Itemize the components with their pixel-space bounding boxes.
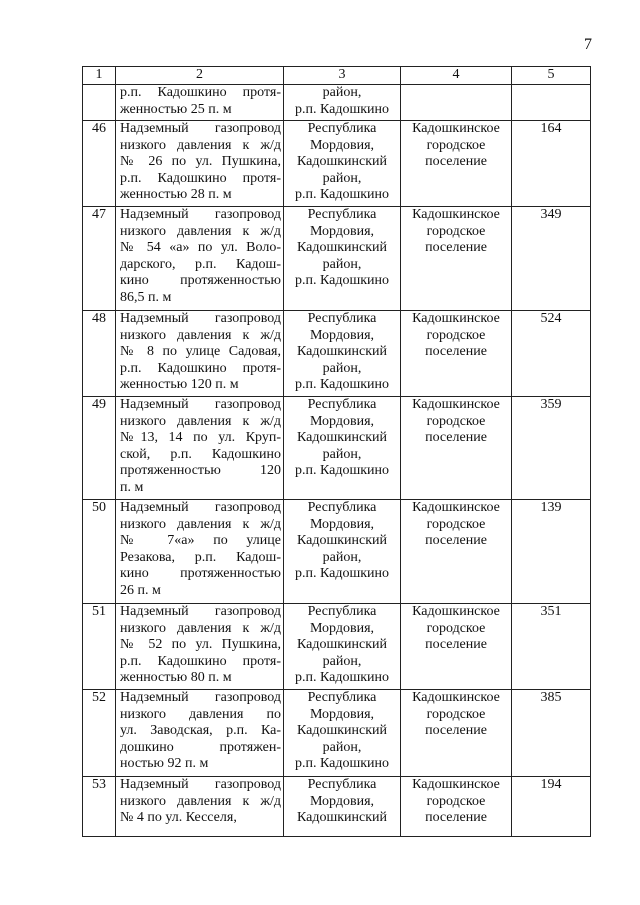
value-cell: 139 xyxy=(512,500,591,604)
text-line: Республика xyxy=(307,397,377,412)
text-line: Мордовия, xyxy=(309,706,375,722)
text-line: р.п. Кадошкино протя- xyxy=(120,653,281,669)
text-line: район, xyxy=(322,85,362,100)
header-cell: 5 xyxy=(512,67,591,85)
row-number: 47 xyxy=(83,207,116,311)
text-line: Кадошкинский xyxy=(296,723,388,738)
text-line: Кадошкинское xyxy=(412,604,500,619)
value-cell: 385 xyxy=(512,690,591,777)
text-line: район, xyxy=(322,170,362,186)
table-row xyxy=(83,121,591,207)
table-row xyxy=(83,604,591,690)
text-line: Кадошкинский xyxy=(296,430,388,445)
text-line: Мордовия, xyxy=(309,793,375,809)
table-row xyxy=(83,500,591,604)
text-line: р.п. Кадошкино xyxy=(294,756,390,771)
text-line: низкого давления к ж/д xyxy=(120,223,281,239)
text-line: поселение xyxy=(425,723,487,738)
text-line: ской, р.п. Кадошкино xyxy=(120,446,281,462)
text-line: район, xyxy=(322,446,362,462)
text-line: Надземный газопровод xyxy=(120,500,281,515)
text-line: район, xyxy=(322,653,362,669)
text-line: низкого давления к ж/д xyxy=(120,413,281,429)
header-cell: 1 xyxy=(83,67,116,85)
text-line: дошкино протяжен- xyxy=(120,739,281,755)
text-line: протяженностью 120 xyxy=(120,463,281,478)
settlement-cell xyxy=(401,604,512,690)
text-line: дарского, р.п. Кадош- xyxy=(120,256,281,272)
gas-pipeline-register-table xyxy=(82,66,591,837)
text-line: п. м xyxy=(120,479,144,495)
text-line: Кадошкинское xyxy=(412,207,500,222)
description-cell xyxy=(116,500,284,604)
text-line: низкого давления к ж/д xyxy=(120,793,281,809)
text-line: городское xyxy=(426,793,486,809)
row-number: 53 xyxy=(83,777,116,837)
location-cell xyxy=(284,121,401,207)
row-number: 51 xyxy=(83,604,116,690)
text-line: Республика xyxy=(307,311,377,326)
text-line: Кадошкинское xyxy=(412,777,500,792)
settlement-cell xyxy=(401,207,512,311)
row-number: 48 xyxy=(83,311,116,397)
description-cell xyxy=(116,690,284,777)
description-cell xyxy=(116,207,284,311)
continuation-row xyxy=(83,85,591,121)
row-number: 46 xyxy=(83,121,116,207)
text-line: № 4 по ул. Кесселя, xyxy=(120,810,237,825)
text-line: городское xyxy=(426,620,486,636)
settlement-cell xyxy=(401,500,512,604)
text-line: р.п. Кадошкино протя- xyxy=(120,85,281,100)
text-line: Надземный газопровод xyxy=(120,311,281,326)
text-line: Республика xyxy=(307,500,377,515)
text-line: № 7«а» по улице xyxy=(120,533,281,548)
text-line: р.п. Кадошкино xyxy=(294,377,390,392)
text-line: ностью 92 п. м xyxy=(120,756,209,771)
text-line: кино протяженностью xyxy=(120,273,281,288)
text-line: Кадошкинское xyxy=(412,690,500,705)
text-line: р.п. Кадошкино xyxy=(294,463,390,478)
text-line: № 8 по улице Садовая, xyxy=(120,344,281,359)
text-line: Надземный газопровод xyxy=(120,397,281,412)
text-line: низкого давления по xyxy=(120,706,281,722)
text-line: Республика xyxy=(307,207,377,222)
value-cell: 349 xyxy=(512,207,591,311)
text-line: городское xyxy=(426,327,486,343)
header-cell: 4 xyxy=(401,67,512,85)
settlement-cell xyxy=(401,397,512,500)
text-line: женностью 120 п. м xyxy=(120,377,239,392)
text-line: район, xyxy=(322,739,362,755)
text-line: поселение xyxy=(425,637,487,652)
text-line: № 54 «а» по ул. Воло- xyxy=(120,240,281,255)
text-line: № 26 по ул. Пушкина, xyxy=(120,154,281,169)
settlement-cell xyxy=(401,777,512,837)
value-cell: 524 xyxy=(512,311,591,397)
text-line: низкого давления к ж/д xyxy=(120,620,281,636)
text-line: 86,5 п. м xyxy=(120,289,172,305)
description-cell xyxy=(116,604,284,690)
text-line: Кадошкинский xyxy=(296,810,388,825)
text-line: Кадошкинский xyxy=(296,637,388,652)
text-line: Надземный газопровод xyxy=(120,121,281,136)
header-row xyxy=(83,67,591,85)
location-cell xyxy=(284,397,401,500)
table-row xyxy=(83,777,591,837)
settlement-cell xyxy=(401,121,512,207)
description-cell xyxy=(116,311,284,397)
text-line: кино протяженностью xyxy=(120,566,281,581)
text-line: поселение xyxy=(425,240,487,255)
number-cell xyxy=(83,85,116,121)
text-line: Кадошкинский xyxy=(296,344,388,359)
text-line: низкого давления к ж/д xyxy=(120,137,281,153)
text-line: №13, 14 по ул. Круп- xyxy=(120,430,281,445)
text-line: Резакова, р.п. Кадош- xyxy=(120,549,281,565)
text-line: р.п. Кадошкино протя- xyxy=(120,170,281,186)
header-cell: 3 xyxy=(284,67,401,85)
text-line: Надземный газопровод xyxy=(120,690,281,705)
table-row xyxy=(83,690,591,777)
text-line: р.п. Кадошкино xyxy=(294,670,390,685)
description-cell xyxy=(116,121,284,207)
text-line: Республика xyxy=(307,777,377,792)
text-line: Надземный газопровод xyxy=(120,777,281,792)
text-line: Мордовия, xyxy=(309,137,375,153)
text-line: Мордовия, xyxy=(309,516,375,532)
value-cell: 164 xyxy=(512,121,591,207)
table-row xyxy=(83,311,591,397)
text-line: р.п. Кадошкино xyxy=(294,187,390,202)
location-cell xyxy=(284,604,401,690)
text-line: Мордовия, xyxy=(309,620,375,636)
text-line: низкого давления к ж/д xyxy=(120,516,281,532)
text-line: поселение xyxy=(425,154,487,169)
text-line: р.п. Кадошкино xyxy=(294,273,390,288)
location-cell xyxy=(284,311,401,397)
value-cell: 351 xyxy=(512,604,591,690)
text-line: 26 п. м xyxy=(120,582,161,598)
text-line: городское xyxy=(426,137,486,153)
text-line: женностью 25 п. м xyxy=(120,101,232,117)
text-line: р.п. Кадошкино xyxy=(294,101,390,117)
text-line: р.п. Кадошкино xyxy=(294,566,390,581)
text-line: низкого давления к ж/д xyxy=(120,327,281,343)
location-cell xyxy=(284,690,401,777)
text-line: Мордовия, xyxy=(309,327,375,343)
text-line: ул. Заводская, р.п. Ка- xyxy=(120,723,281,738)
text-line: Кадошкинский xyxy=(296,533,388,548)
table-row xyxy=(83,207,591,311)
row-number: 52 xyxy=(83,690,116,777)
settlement-cell xyxy=(401,690,512,777)
text-line: Надземный газопровод xyxy=(120,207,281,222)
location-cell xyxy=(284,500,401,604)
text-line: поселение xyxy=(425,810,487,825)
text-line: поселение xyxy=(425,533,487,548)
location-cell xyxy=(284,207,401,311)
text-line: Надземный газопровод xyxy=(120,604,281,619)
text-line: городское xyxy=(426,516,486,532)
location-cell xyxy=(284,777,401,837)
text-line: район, xyxy=(322,360,362,376)
description-cell xyxy=(116,397,284,500)
text-line: район, xyxy=(322,549,362,565)
text-line: Мордовия, xyxy=(309,223,375,239)
text-line: поселение xyxy=(425,344,487,359)
text-line: Кадошкинский xyxy=(296,154,388,169)
text-line: Мордовия, xyxy=(309,413,375,429)
value-cell: 359 xyxy=(512,397,591,500)
text-line: район, xyxy=(322,256,362,272)
text-line: р.п. Кадошкино протя- xyxy=(120,360,281,376)
table-row xyxy=(83,397,591,500)
settlement-cell xyxy=(401,85,512,121)
row-number: 50 xyxy=(83,500,116,604)
text-line: женностью 80 п. м xyxy=(120,670,232,685)
header-cell: 2 xyxy=(116,67,284,85)
text-line: Кадошкинский xyxy=(296,240,388,255)
settlement-cell xyxy=(401,311,512,397)
value-cell: 194 xyxy=(512,777,591,837)
text-line: женностью 28 п. м xyxy=(120,187,232,202)
text-line: № 52 по ул. Пушкина, xyxy=(120,637,281,652)
description-cell xyxy=(116,777,284,837)
text-line: Кадошкинское xyxy=(412,121,500,136)
location-cell xyxy=(284,85,401,121)
text-line: поселение xyxy=(425,430,487,445)
text-line: городское xyxy=(426,223,486,239)
text-line: Республика xyxy=(307,121,377,136)
row-number: 49 xyxy=(83,397,116,500)
value-cell xyxy=(512,85,591,121)
description-cell xyxy=(116,85,284,121)
text-line: Республика xyxy=(307,604,377,619)
text-line: городское xyxy=(426,413,486,429)
text-line: Кадошкинское xyxy=(412,311,500,326)
text-line: Республика xyxy=(307,690,377,705)
text-line: Кадошкинское xyxy=(412,397,500,412)
page-number: 7 xyxy=(584,36,592,53)
text-line: Кадошкинское xyxy=(412,500,500,515)
text-line: городское xyxy=(426,706,486,722)
